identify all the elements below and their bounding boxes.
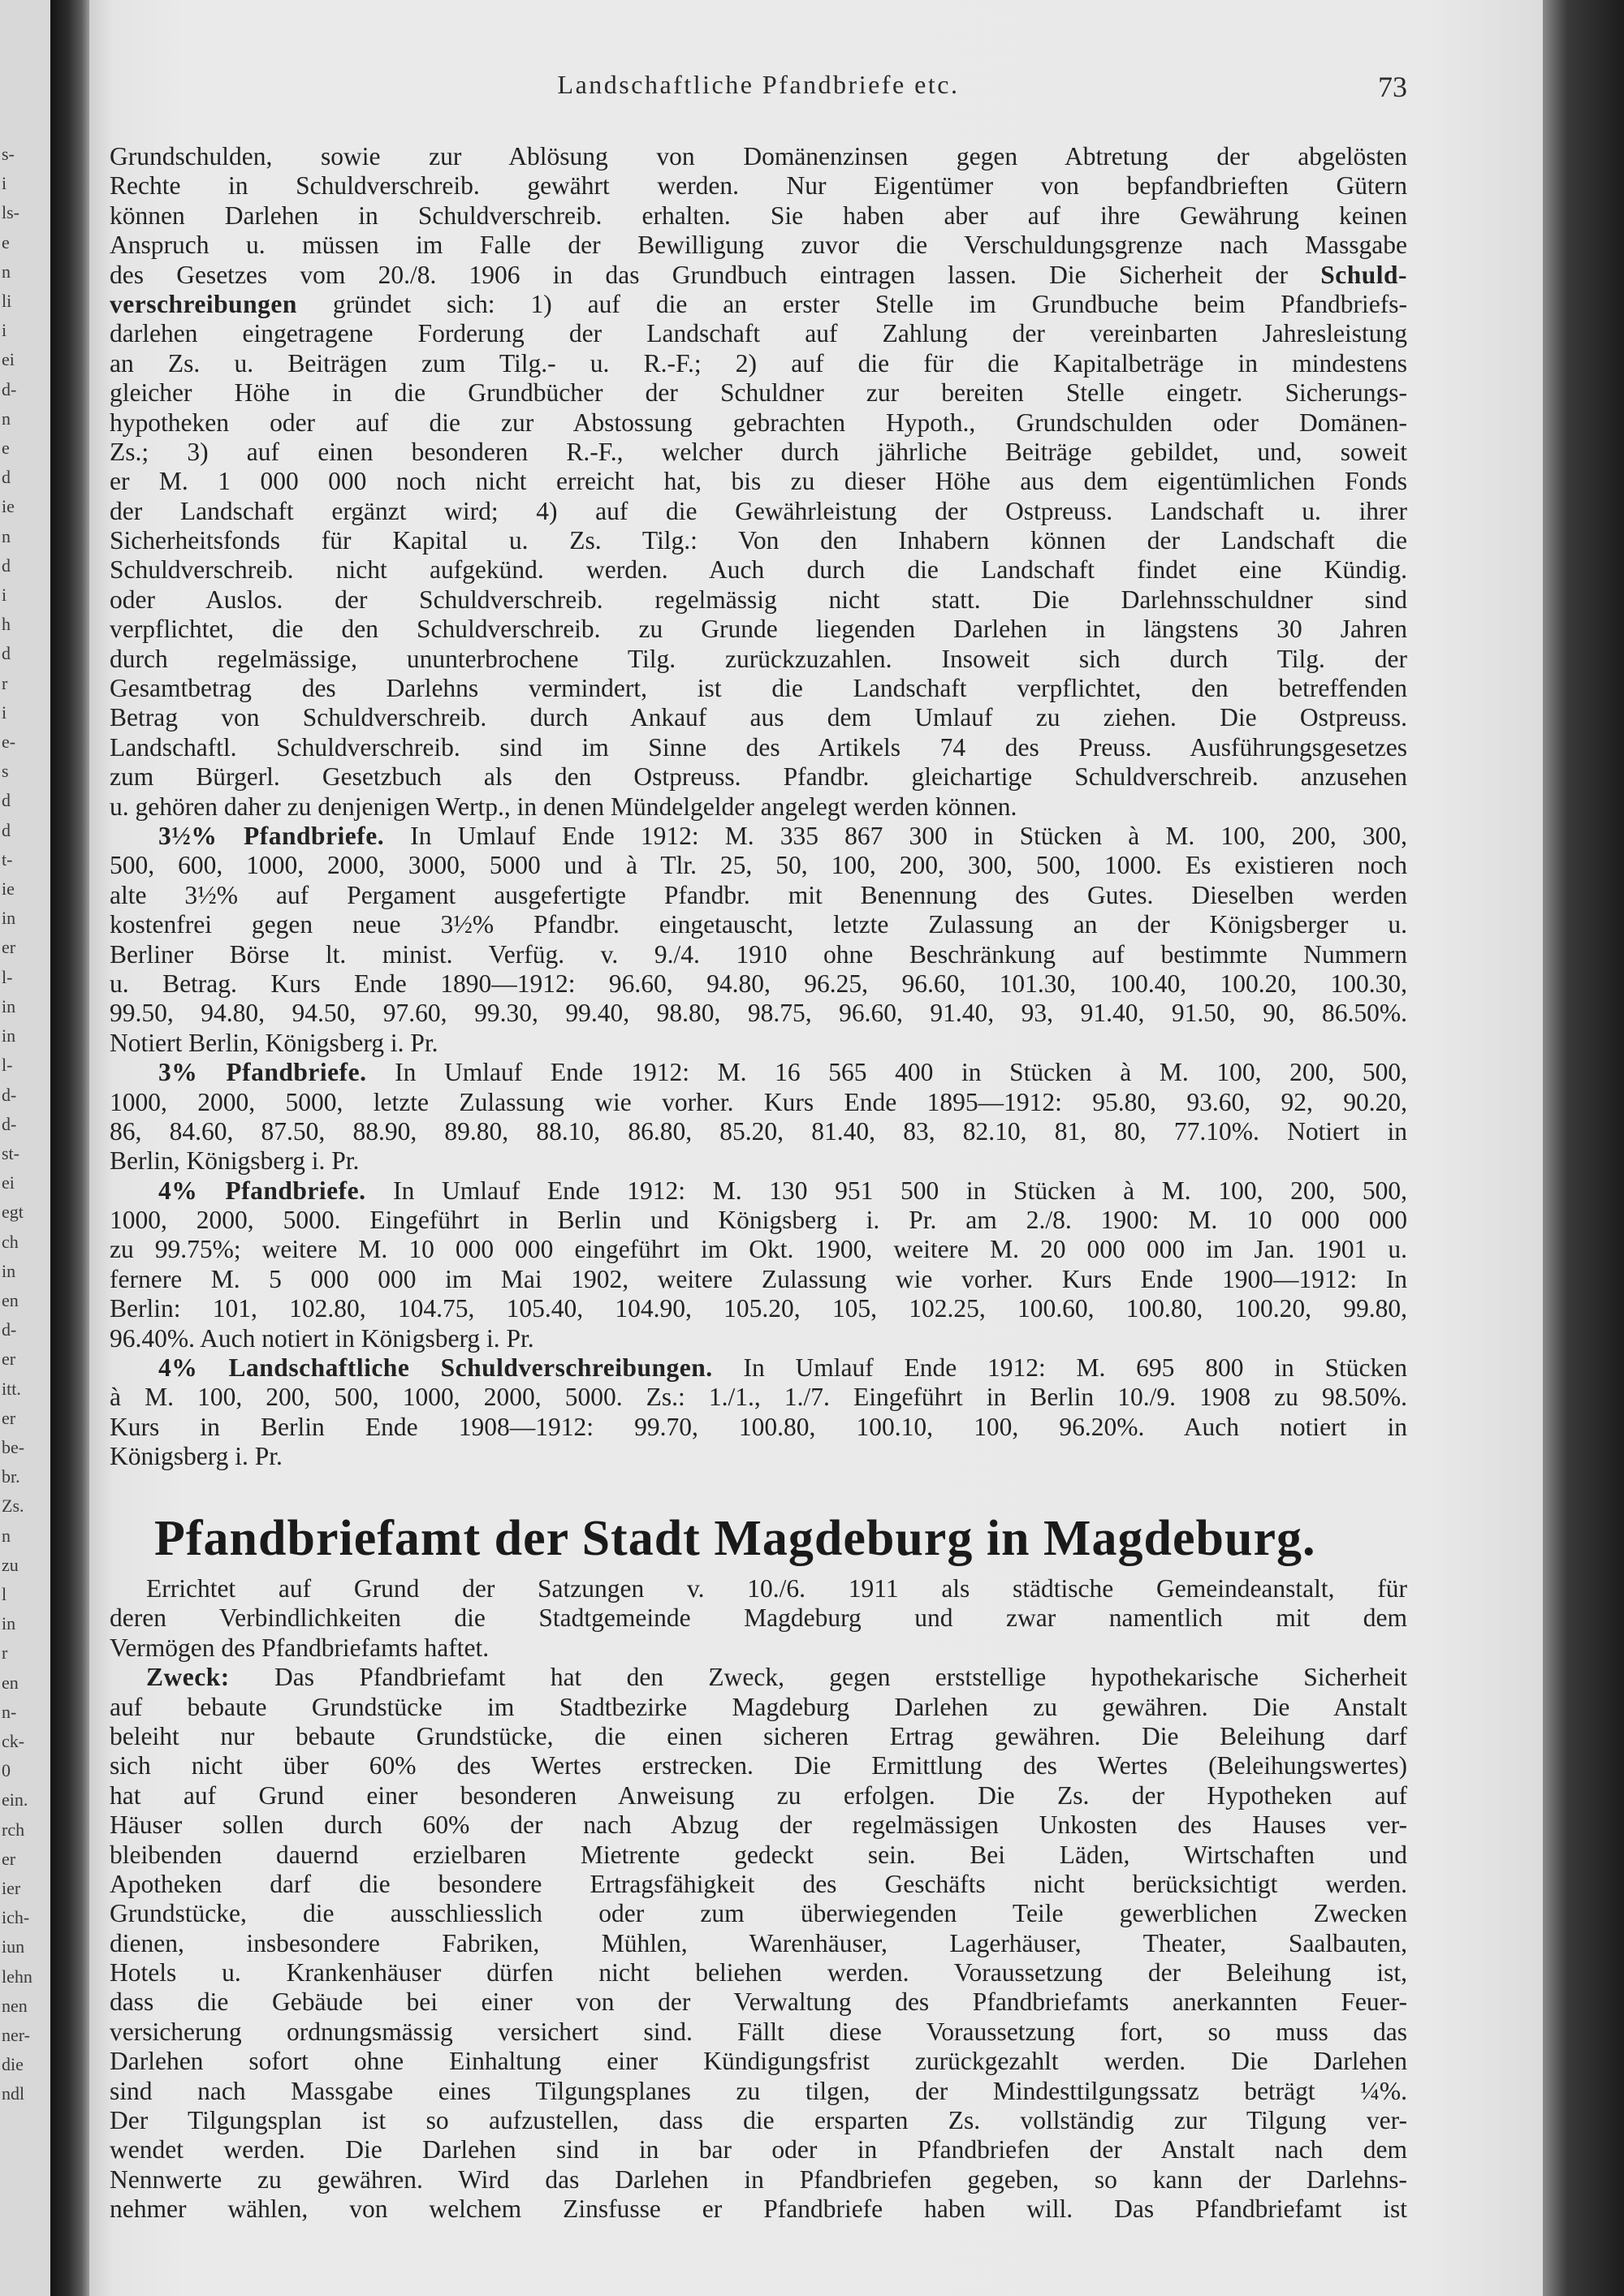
text-line: sich nicht über 60% des Wertes erstrecken. Die Ermittlung des Wertes (Beleihungswertes) <box>110 1751 1407 1780</box>
text-line: verschreibungen gründet sich: 1) auf die an erster Stelle im Grundbuche beim Pfandbriefs- <box>110 289 1407 318</box>
text-line: bleibenden dauernd erzielbaren Mietrente gedeckt sein. Bei Läden, Wirtschaften und <box>110 1840 1407 1869</box>
text-line: verpflichtet, die den Schuldverschreib. zu Grunde liegenden Darlehen in längstens 30 Jahren <box>110 615 1407 644</box>
text-line: Vermögen des Pfandbriefamts haftet. <box>110 1633 490 1662</box>
text-line: können Darlehen in Schuldverschreib. erhalten. Sie haben aber auf ihre Gewährung keinen <box>110 201 1407 230</box>
text-line: Berlin, Königsberg i. Pr. <box>110 1146 360 1176</box>
text-line: 1000, 2000, 5000. Eingeführt in Berlin und Königsberg i. Pr. am 2./8. 1900: M. 10 000 000 <box>110 1206 1407 1235</box>
text-line: Landschaftl. Schuldverschreib. sind im Sinne des Artikels 74 des Preuss. Ausführungsgesetzes <box>110 732 1407 762</box>
text-line: Apotheken darf die besondere Ertragsfähigkeit des Geschäfts nicht berücksichtigt werden. <box>110 1869 1407 1898</box>
text-line: zum Bürgerl. Gesetzbuch als den Ostpreuss. Pfandbr. gleichartige Schuldverschreib. anzusehen <box>110 762 1407 792</box>
entry-4-pfandbriefe: 4% Pfandbriefe. In Umlauf Ende 1912: M. 130 951 500 in Stücken à M. 100, 200, 500, <box>158 1176 1408 1205</box>
text-line: 86, 84.60, 87.50, 88.90, 89.80, 88.10, 86.80, 85.20, 81.40, 83, 82.10, 81, 80, 77.10%. Notiert in <box>110 1116 1407 1146</box>
bottom-section <box>110 1574 1407 2225</box>
text-line: Berlin: 101, 102.80, 104.75, 105.40, 104.90, 105.20, 105, 102.25, 100.60, 100.80, 100.20, 99.80, <box>110 1294 1407 1323</box>
entry-3-pfandbriefe: 3% Pfandbriefe. In Umlauf Ende 1912: M. 16 565 400 in Stücken à M. 100, 200, 500, <box>158 1058 1408 1087</box>
text-line: hypotheken oder auf die zur Abstossung gebrachten Hypoth., Grundschulden oder Domänen- <box>110 408 1407 437</box>
text-line: 500, 600, 1000, 2000, 3000, 5000 und à Tlr. 25, 50, 100, 200, 300, 500, 1000. Es existieren noch <box>110 851 1407 880</box>
text-line: deren Verbindlichkeiten die Stadtgemeinde Magdeburg und zwar namentlich mit dem <box>110 1603 1407 1633</box>
text-line: Kurs in Berlin Ende 1908—1912: 99.70, 100.80, 100.10, 100, 96.20%. Auch notiert in <box>110 1412 1407 1441</box>
text-line: 96.40%. Auch notiert in Königsberg i. Pr. <box>110 1323 534 1353</box>
text-line: alte 3½% auf Pergament ausgefertigte Pfandbr. mit Benennung des Gutes. Dieselben werden <box>110 880 1407 909</box>
text-line: versicherung ordnungsmässig versichert sind. Fällt diese Voraussetzung fort, so muss das <box>110 2017 1407 2046</box>
zweck-label: Zweck: <box>146 1663 230 1692</box>
text-line: Rechte in Schuldverschreib. gewährt werden. Nur Eigentümer von bepfandbrieften Gütern <box>110 171 1407 201</box>
text-line: Notiert Berlin, Königsberg i. Pr. <box>110 1028 438 1057</box>
text-line: des Gesetzes vom 20./8. 1906 in das Grundbuch eintragen lassen. Die Sicherheit der Schuld- <box>110 260 1407 289</box>
adjacent-page-fragments: s- i ls- e n li i ei d- n e d ie n d i h d r i e- s d d t- ie in er l- in in l- d- d- st- ei egt ch in en d- er itt. er be- br. Zs. n zu l in r en n- ck- 0 ein. rch er ier ich- iun lehn nen ner- die ndl <box>2 144 32 2104</box>
text-line: 99.50, 94.80, 94.50, 97.60, 99.30, 99.40, 98.80, 98.75, 96.60, 91.40, 93, 91.40, 91.50, 90, 86.50%. <box>110 999 1407 1028</box>
text-line: Nennwerte zu gewähren. Wird das Darlehen in Pfandbriefen gegeben, so kann der Darlehns- <box>110 2164 1407 2194</box>
text-line: fernere M. 5 000 000 im Mai 1902, weitere Zulassung wie vorher. Kurs Ende 1900—1912: In <box>110 1264 1407 1293</box>
text-line: nehmer wählen, von welchem Zinsfusse er Pfandbriefe haben will. Das Pfandbriefamt ist <box>110 2195 1407 2224</box>
text-line: der Landschaft ergänzt wird; 4) auf die Gewährleistung der Ostpreuss. Landschaft u. ihrer <box>110 496 1407 525</box>
text-line: Grundstücke, die ausschliesslich oder zum überwiegenden Teile gewerblichen Zwecken <box>110 1899 1407 1928</box>
text-line: auf bebaute Grundstücke im Stadtbezirke Magdeburg Darlehen zu gewähren. Die Anstalt <box>110 1692 1407 1721</box>
entry-label: 3% Pfandbriefe. <box>158 1058 367 1087</box>
text-line: dass die Gebäude bei einer von der Verwaltung des Pfandbriefamts anerkannten Feuer- <box>110 1987 1407 2017</box>
text-line: dienen, insbesondere Fabriken, Mühlen, Warenhäuser, Lagerhäuser, Theater, Saalbauten, <box>110 1928 1407 1957</box>
text-line: an Zs. u. Beiträgen zum Tilg.- u. R.-F.; 2) auf die für die Kapitalbeträge in mindestens <box>110 348 1407 378</box>
text-line: Darlehen sofort ohne Einhaltung einer Kündigungsfrist zurückgezahlt werden. Die Darlehen <box>110 2047 1407 2076</box>
text-line: Gesamtbetrag des Darlehns vermindert, ist die Landschaft verpflichtet, den betreffenden <box>110 674 1407 703</box>
bold-term-schuld: Schuld- <box>1320 260 1407 289</box>
text-line: zu 99.75%; weitere M. 10 000 000 eingeführt im Okt. 1900, weitere M. 20 000 000 im Jan. 1901 u. <box>110 1235 1407 1264</box>
zweck-paragraph: Zweck: Das Pfandbriefamt hat den Zweck, gegen erststellige hypothekarische Sicherheit <box>146 1663 1407 1692</box>
text-line: Berliner Börse lt. minist. Verfüg. v. 9./4. 1910 ohne Beschränkung auf bestimmte Nummern <box>110 939 1407 969</box>
text-line: Betrag von Schuldverschreib. durch Ankauf aus dem Umlauf zu ziehen. Die Ostpreuss. <box>110 703 1407 732</box>
entry-label: 4% Pfandbriefe. <box>158 1176 366 1205</box>
text-line: 1000, 2000, 5000, letzte Zulassung wie vorher. Kurs Ende 1895—1912: 95.80, 93.60, 92, 90.20, <box>110 1087 1407 1116</box>
text-line: hat auf Grund einer besonderen Anweisung zu erfolgen. Die Zs. der Hypotheken auf <box>110 1780 1407 1810</box>
text-line: Hotels u. Krankenhäuser dürfen nicht beliehen werden. Voraussetzung der Beleihung ist, <box>110 1958 1407 1987</box>
text-line: u. gehören daher zu denjenigen Wertp., in denen Mündelgelder angelegt werden können. <box>110 792 1017 821</box>
text-line: oder Auslos. der Schuldverschreib. regelmässig nicht statt. Die Darlehnsschuldner sind <box>110 585 1407 614</box>
text-line: à M. 100, 200, 500, 1000, 2000, 5000. Zs.: 1./1., 1./7. Eingeführt in Berlin 10./9. 1908 zu 98.50%. <box>110 1383 1407 1412</box>
adjacent-page-edge <box>0 0 50 2296</box>
text-line: Schuldverschreib. nicht aufgekünd. werden. Auch durch die Landschaft findet eine Kündig. <box>110 555 1407 585</box>
text-line: Sicherheitsfonds für Kapital u. Zs. Tilg.: Von den Inhabern können der Landschaft die <box>110 526 1407 555</box>
text-line: u. Betrag. Kurs Ende 1890—1912: 96.60, 94.80, 96.25, 96.60, 101.30, 100.40, 100.20, 100.30, <box>110 969 1407 998</box>
text-line: Königsberg i. Pr. <box>110 1442 283 1471</box>
text-line: Zs.; 3) auf einen besonderen R.-F., welcher durch jährliche Beiträge gebildet, und, soweit <box>110 437 1407 466</box>
entry-label: 3½% Pfandbriefe. <box>158 821 385 850</box>
page-edge-right <box>1543 0 1624 2296</box>
text-line: Anspruch u. müssen im Falle der Bewilligung zuvor die Verschuldungsgrenze nach Massgabe <box>110 231 1407 260</box>
header-title: Landschaftliche Pfandbriefe etc. <box>557 70 960 99</box>
entry-label: 4% Landschaftliche Schuldverschreibungen. <box>158 1353 713 1383</box>
top-section <box>110 142 1407 1472</box>
text-line: kostenfrei gegen neue 3½% Pfandbr. eingetauscht, letzte Zulassung an der Königsberger u. <box>110 910 1407 939</box>
section-heading: Pfandbriefamt der Stadt Magdeburg in Magdeburg. <box>154 1511 1316 1566</box>
text-line: darlehen eingetragene Forderung der Landschaft auf Zahlung der vereinbarten Jahresleistung <box>110 319 1407 348</box>
text-line: er M. 1 000 000 noch nicht erreicht hat, bis zu dieser Höhe aus dem eigentümlichen Fonds <box>110 467 1407 496</box>
text-line: beleiht nur bebaute Grundstücke, die einen sicheren Ertrag gewähren. Die Beleihung darf <box>110 1721 1407 1750</box>
entry-3-5-pfandbriefe: 3½% Pfandbriefe. In Umlauf Ende 1912: M. 335 867 300 in Stücken à M. 100, 200, 300, <box>158 821 1408 850</box>
text-line: wendet werden. Die Darlehen sind in bar oder in Pfandbriefen der Anstalt nach dem <box>110 2135 1407 2164</box>
text-line: gleicher Höhe in die Grundbücher der Schuldner zur bereiten Stelle eingetr. Sicherungs- <box>110 378 1407 408</box>
book-gutter <box>50 0 89 2296</box>
text-line: sind nach Massgabe eines Tilgungsplanes zu tilgen, der Mindesttilgungssatz beträgt ¼%. <box>110 2076 1407 2105</box>
text-line: durch regelmässige, ununterbrochene Tilg. zurückzuzahlen. Insoweit sich durch Tilg. der <box>110 644 1407 673</box>
running-header <box>110 70 1407 103</box>
entry-4-schuldverschreibungen: 4% Landschaftliche Schuldverschreibungen. In Umlauf Ende 1912: M. 695 800 in Stücken <box>158 1353 1407 1383</box>
text-line: Errichtet auf Grund der Satzungen v. 10./6. 1911 als städtische Gemeindeanstalt, für <box>146 1574 1407 1603</box>
page-number: 73 <box>1378 71 1407 103</box>
text-line: Der Tilgungsplan ist so aufzustellen, dass die ersparten Zs. vollständig zur Tilgung ver- <box>110 2106 1407 2135</box>
text-line: Grundschulden, sowie zur Ablösung von Domänenzinsen gegen Abtretung der abgelösten <box>110 142 1407 170</box>
text-line: Häuser sollen durch 60% der nach Abzug der regelmässigen Unkosten des Hauses ver- <box>110 1810 1407 1840</box>
bold-term-verschreibungen: verschreibungen <box>110 289 297 318</box>
